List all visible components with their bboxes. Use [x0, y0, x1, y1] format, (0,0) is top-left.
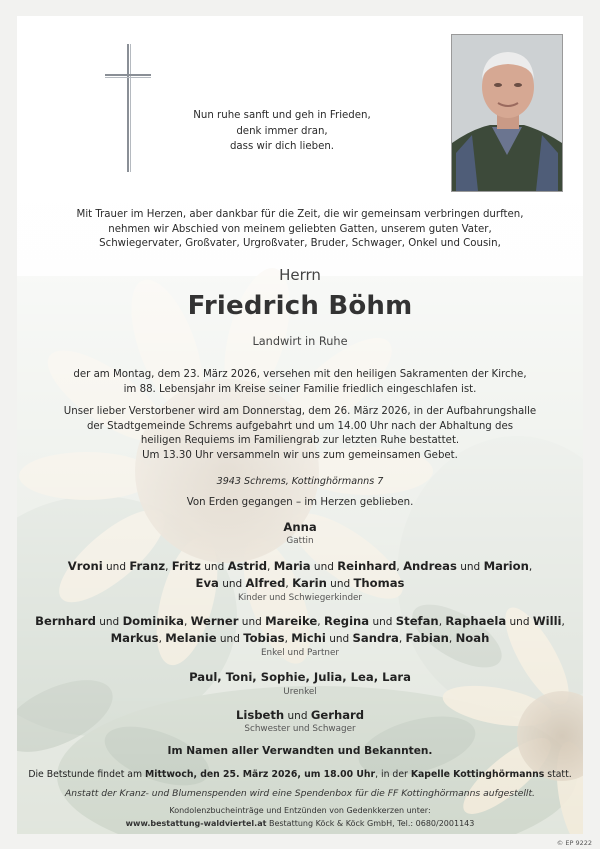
name-connector: und: [506, 616, 533, 628]
mourner-name: Thomas: [353, 576, 405, 590]
occupation: Landwirt in Ruhe: [252, 335, 348, 348]
death-notice-line: im 88. Lebensjahr im Kreise seiner Familie friedlich eingeschlafen ist.: [123, 383, 477, 395]
mourner-name: Werner: [190, 614, 239, 628]
mourner-name: Bernhard: [35, 614, 96, 628]
mourner-name: Raphaela: [445, 614, 507, 628]
spouse-role: Gattin: [286, 536, 314, 546]
address: 3943 Schrems, Kottinghörmanns 7: [216, 476, 384, 487]
name-connector: ,: [396, 561, 404, 573]
company-info: Bestattung Köck & Köck GmbH, Tel.: 0680/2001143: [266, 819, 475, 828]
mourner-name: Gerhard: [310, 708, 365, 722]
siblings-names: [17, 707, 583, 724]
footer-contact: [17, 819, 583, 828]
mourner-name: Willi: [532, 614, 562, 628]
mourner-name: Stefan: [395, 614, 439, 628]
mourner-name: Tobias: [243, 631, 285, 645]
donation-notice: Anstatt der Kranz- und Blumenspenden wird eine Spendenbox für die FF Kottinghörmanns aufgestellt.: [65, 788, 535, 799]
name-connector: und: [216, 633, 244, 645]
name-connector: ,: [284, 633, 292, 645]
mourner-name: Noah: [455, 631, 490, 645]
grandchildren-role: Enkel und Partner: [260, 648, 340, 658]
name-connector: und: [238, 616, 266, 628]
mourner-name: Dominika: [122, 614, 184, 628]
mourner-name: Regina: [323, 614, 370, 628]
poem: [182, 108, 382, 155]
name-connector: und: [95, 616, 123, 628]
mourner-name: Maria: [273, 559, 311, 573]
name-connector: ,: [561, 616, 565, 628]
name-connector: und: [310, 561, 338, 573]
website-link[interactable]: www.bestattung-waldviertel.at: [125, 819, 267, 828]
poem-line: dass wir dich lieben.: [229, 141, 335, 152]
grandchildren-names-line1: [17, 613, 583, 630]
death-notice-line: der am Montag, dem 23. März 2026, versehen mit den heiligen Sakramenten der Kirche,: [73, 369, 527, 380]
mourner-name: Michi: [291, 631, 326, 645]
name-connector: ,: [267, 561, 274, 573]
mourner-name: Sandra: [352, 631, 399, 645]
grandchildren-names-line2: [17, 630, 583, 647]
mourner-name: Marion: [483, 559, 529, 573]
intro-text: [17, 208, 583, 252]
name-connector: und: [456, 561, 484, 573]
deceased-name: Friedrich Böhm: [187, 291, 413, 321]
funeral-notice-line: Um 13.30 Uhr versammeln wir uns zum gemeinsamen Gebet.: [142, 449, 458, 461]
cross-icon: [105, 44, 151, 172]
prayer-date: Mittwoch, den 25. März 2026, um 18.00 Uhr: [145, 769, 376, 780]
great-grandchildren-role: Urenkel: [283, 687, 317, 697]
mourner-name: Lisbeth: [235, 708, 285, 722]
mourner-name: Vroni: [67, 559, 103, 573]
name-connector: ,: [528, 561, 533, 573]
mourner-name: Alfred: [245, 576, 286, 590]
funeral-notice-line: Unser lieber Verstorbener wird am Donnerstag, dem 26. März 2026, in der Aufbahrungshalle: [63, 406, 537, 417]
prayer-location: Kapelle Kottinghörmanns: [410, 769, 545, 780]
salutation: Herrn: [279, 266, 321, 284]
siblings-role: Schwester und Schwager: [244, 724, 356, 734]
name-connector: ,: [183, 616, 191, 628]
mourner-name: Fabian: [405, 631, 449, 645]
portrait-photo: [451, 34, 563, 192]
intro-line: Schwiegervater, Großvater, Urgroßvater, Bruder, Schwager, Onkel und Cousin,: [99, 238, 501, 250]
death-notice: [17, 368, 583, 397]
name-connector: und: [326, 578, 354, 590]
mourner-name: Mareike: [265, 614, 318, 628]
intro-line: nehmen wir Abschied von meinem geliebten Gatten, unserem guten Vater,: [108, 223, 492, 235]
spouse-name: Anna: [283, 520, 317, 534]
name-connector: und: [284, 710, 311, 722]
mourner-name: Astrid: [227, 559, 268, 573]
mourner-name: Andreas: [403, 559, 457, 573]
name-connector: ,: [285, 578, 293, 590]
name-connector: und: [102, 561, 130, 573]
mourner-name: Fritz: [171, 559, 201, 573]
intro-line: Mit Trauer im Herzen, aber dankbar für die Zeit, die wir gemeinsam verbringen durften,: [76, 209, 524, 220]
name-connector: und: [218, 578, 246, 590]
obituary-sheet: [17, 16, 583, 834]
name-connector: und: [369, 616, 396, 628]
mourner-name: Eva: [195, 576, 219, 590]
mourner-name: Markus: [110, 631, 159, 645]
mourner-name: Melanie: [165, 631, 217, 645]
name-connector: ,: [165, 561, 172, 573]
name-connector: und: [325, 633, 353, 645]
footer-line: Kondolenzbucheinträge und Entzünden von Gedenkkerzen unter:: [169, 806, 431, 815]
motto: Von Erden gegangen – im Herzen geblieben.: [186, 497, 414, 508]
great-grandchildren-names: Paul, Toni, Sophie, Julia, Lea, Lara: [189, 670, 411, 684]
name-connector: ,: [158, 633, 166, 645]
children-names-line1: [17, 558, 583, 575]
prayer-text: statt.: [544, 769, 572, 780]
closing-line: Im Namen aller Verwandten und Bekannten.: [167, 745, 433, 757]
poem-line: Nun ruhe sanft und geh in Frieden,: [193, 110, 371, 121]
print-code: © EP 9222: [556, 839, 592, 847]
children-names-line2: [17, 575, 583, 592]
mourner-name: Karin: [292, 576, 327, 590]
funeral-notice-line: heiligen Requiems im Familiengrab zur letzten Ruhe bestattet.: [140, 435, 460, 447]
name-connector: und: [200, 561, 228, 573]
name-connector: ,: [438, 616, 446, 628]
prayer-notice: [17, 769, 583, 780]
name-connector: ,: [448, 633, 456, 645]
funeral-notice: [17, 405, 583, 463]
mourner-name: Reinhard: [337, 559, 397, 573]
mourner-name: Franz: [129, 559, 166, 573]
funeral-notice-line: der Stadtgemeinde Schrems aufgebahrt und um 14.00 Uhr nach der Abhaltung des: [86, 420, 514, 432]
name-connector: ,: [398, 633, 406, 645]
prayer-text: Die Betstunde findet am: [28, 769, 146, 780]
name-connector: ,: [317, 616, 324, 628]
prayer-text: , in der: [375, 769, 411, 780]
poem-line: denk immer dran,: [236, 125, 328, 137]
children-role: Kinder und Schwiegerkinder: [237, 593, 363, 603]
